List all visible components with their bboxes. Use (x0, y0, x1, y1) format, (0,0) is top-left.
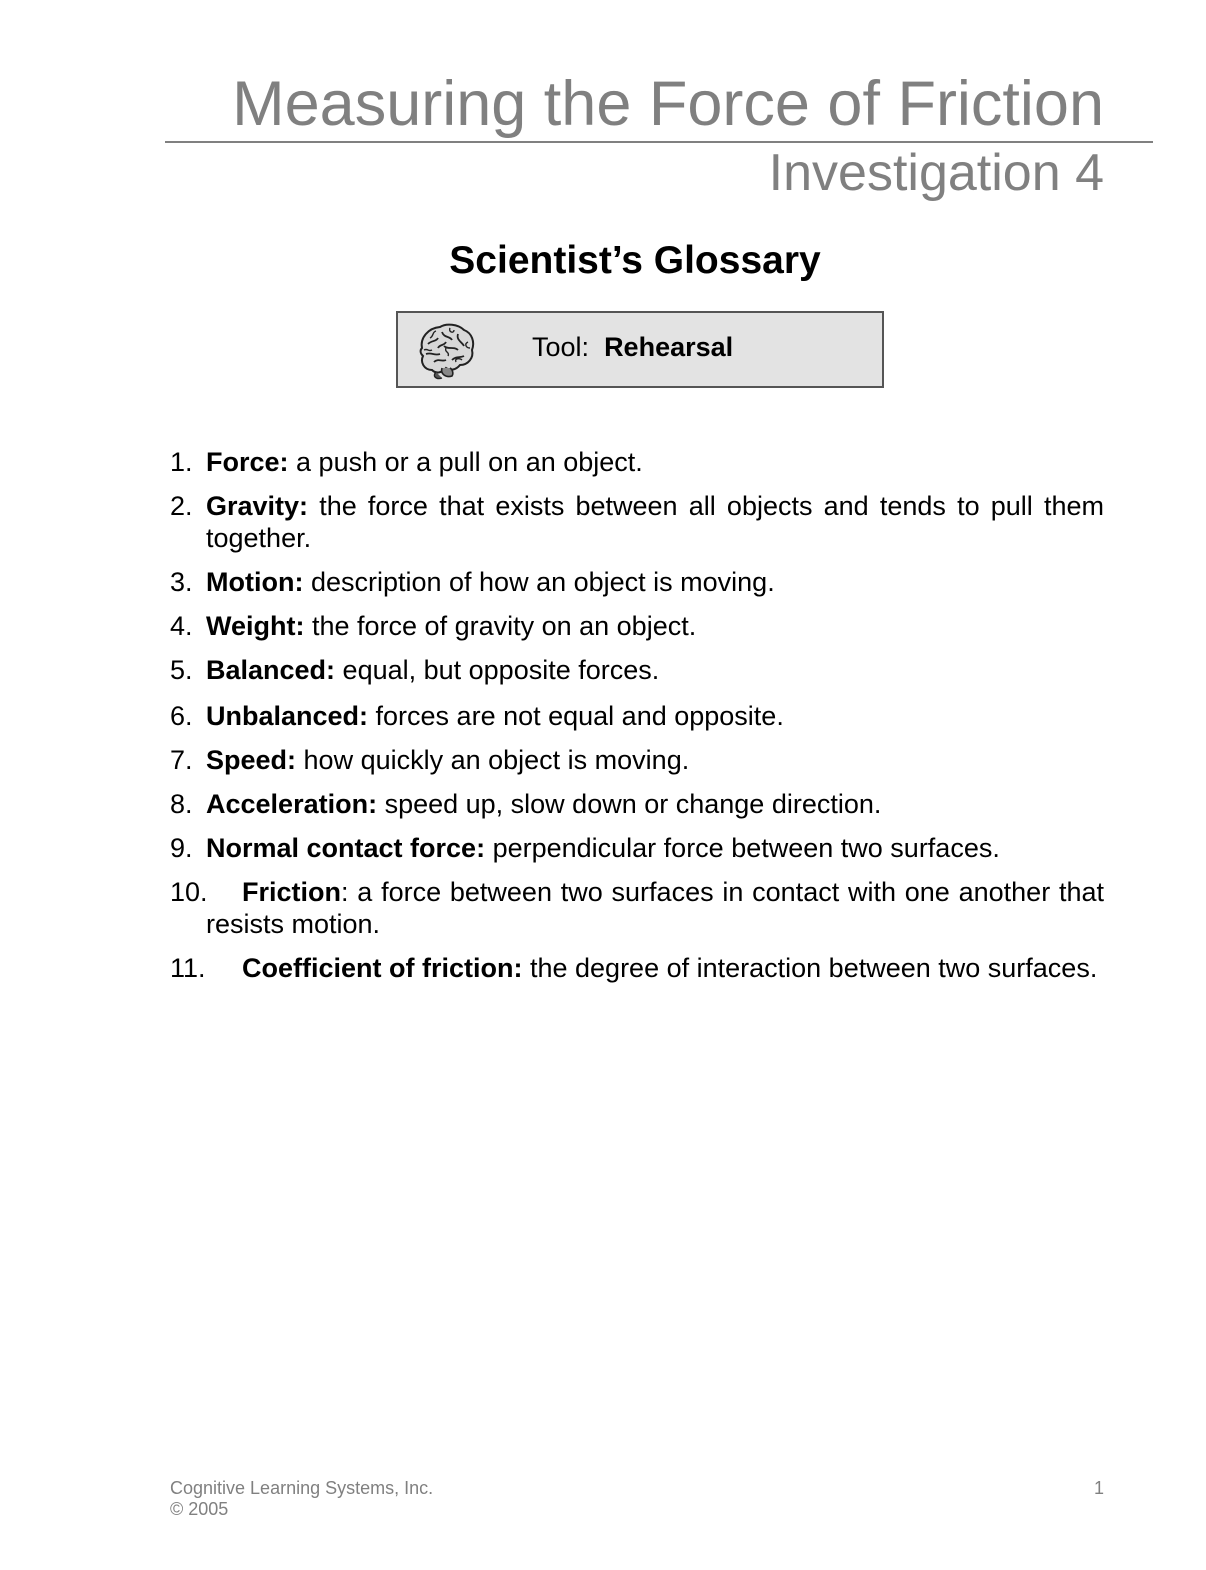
glossary-term: Motion: (206, 567, 304, 597)
item-number: 1. (170, 447, 193, 477)
glossary-definition: speed up, slow down or change direction. (377, 789, 882, 819)
glossary-definition: how quickly an object is moving. (296, 745, 690, 775)
footer-copyright: © 2005 (170, 1499, 229, 1519)
glossary-term: Unbalanced: (206, 701, 369, 731)
glossary-item (170, 832, 1104, 864)
glossary-term: Balanced: (206, 655, 336, 685)
glossary-definition: forces are not equal and opposite. (368, 701, 784, 731)
glossary-term: Force: (206, 447, 289, 477)
item-number: 5. (170, 655, 193, 685)
item-number: 8. (170, 789, 193, 819)
glossary-definition: a push or a pull on an object. (288, 447, 643, 477)
item-number: 6. (170, 701, 193, 731)
glossary-definition: the force of gravity on an object. (304, 611, 697, 641)
glossary-item (170, 876, 1104, 940)
footer-company: Cognitive Learning Systems, Inc. (170, 1478, 434, 1498)
glossary-item (170, 566, 1104, 598)
glossary-definition: : a force between two surfaces in contact with one another that resists motion. (206, 877, 1104, 939)
tool-label: Tool: (532, 332, 590, 362)
page-subtitle: Investigation 4 (768, 144, 1104, 202)
glossary-item (170, 446, 1104, 478)
glossary-item (170, 654, 1104, 686)
glossary-item (170, 744, 1104, 776)
item-number: 3. (170, 567, 193, 597)
glossary-term: Friction (242, 877, 341, 907)
glossary-item (170, 490, 1104, 554)
item-number: 4. (170, 611, 193, 641)
brain-icon (414, 318, 478, 382)
item-number: 11. (170, 953, 206, 983)
glossary-item (170, 700, 1104, 732)
glossary-term: Speed: (206, 745, 297, 775)
glossary-definition: the degree of interaction between two surfaces. (522, 953, 1098, 983)
glossary-term: Weight: (206, 611, 305, 641)
glossary-list (170, 446, 1104, 984)
glossary-definition: perpendicular force between two surfaces. (485, 833, 1000, 863)
glossary-item (170, 610, 1104, 642)
item-number: 2. (170, 491, 193, 521)
tool-text (532, 330, 733, 364)
tool-value: Rehearsal (604, 332, 734, 362)
glossary-item (170, 788, 1104, 820)
glossary-heading: Scientist’s Glossary (449, 239, 821, 282)
glossary-term: Gravity: (206, 491, 309, 521)
item-number: 7. (170, 745, 193, 775)
glossary-term: Normal contact force: (206, 833, 486, 863)
page-title: Measuring the Force of Friction (232, 69, 1104, 139)
glossary-definition: equal, but opposite forces. (335, 655, 660, 685)
item-number: 10. (170, 877, 208, 907)
glossary-definition: description of how an object is moving. (303, 567, 775, 597)
glossary-term: Coefficient of friction: (242, 953, 523, 983)
glossary-term: Acceleration: (206, 789, 378, 819)
glossary-item (170, 952, 1104, 984)
glossary-definition: the force that exists between all objects and tends to pull them together. (206, 491, 1104, 553)
tool-box (396, 311, 884, 388)
item-number: 9. (170, 833, 193, 863)
page-number: 1 (1093, 1478, 1104, 1498)
